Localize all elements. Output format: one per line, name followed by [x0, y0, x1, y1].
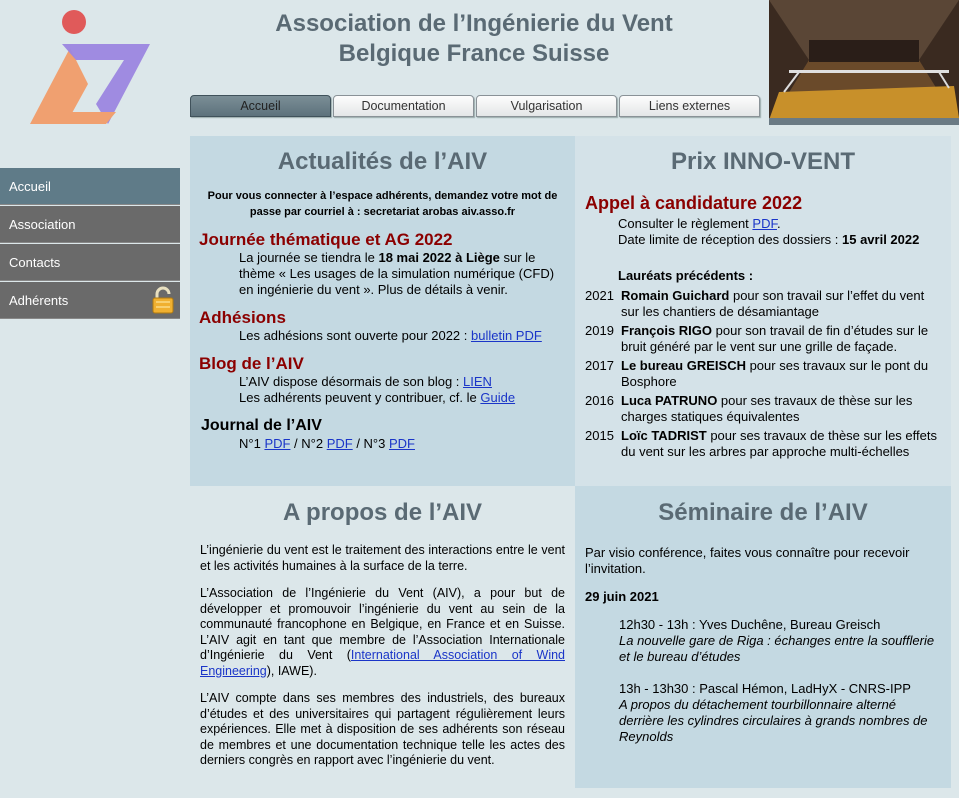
apropos-p2: L’Association de l’Ingénierie du Vent (AIV), a pour but de développer et promouvoir l’ingénierie du vent au sein de la communauté francophone en Belgique, en France et en Suisse. L’AIV agit en tant que membre de l’Association Internationale d’Ingénierie du Vent (International Association of Wind Engineering), IAWE).	[200, 586, 565, 678]
sidebar-item-accueil[interactable]	[0, 168, 180, 205]
wind-tunnel-photo	[769, 0, 959, 125]
journee-heading: Journée thématique et AG 2022	[199, 230, 453, 249]
journal-heading: Journal de l’AIV	[201, 417, 322, 434]
tab-accueil[interactable]: Accueil	[190, 95, 331, 117]
main-nav	[190, 95, 760, 117]
news-title: Actualités de l’AIV	[277, 148, 488, 175]
iawe-link[interactable]: International Association of Wind Engineering	[200, 648, 565, 678]
prix-title: Prix INNO-VENT	[670, 148, 856, 175]
guide-link[interactable]: Guide	[480, 390, 516, 405]
login-notice: Pour vous connecter à l’espace adhérents, demandez votre mot de passe par courriel à : secretariat arobas aiv.asso.fr	[207, 190, 558, 218]
tab-vulgarisation[interactable]: Vulgarisation	[476, 95, 617, 117]
tab-documentation[interactable]: Documentation	[333, 95, 474, 117]
laureat-item: 2015 Loïc TADRIST pour ses travaux de thèse sur les effets du vent sur les arbres par approche multi-échelles	[585, 428, 937, 459]
seminaire-date: 29 juin 2021	[585, 589, 659, 604]
journal-3-pdf-link[interactable]: PDF	[388, 436, 415, 451]
journal-2-pdf-link[interactable]: PDF	[326, 436, 353, 451]
sidebar-item-label: Adhérents	[9, 293, 69, 308]
blog-link[interactable]: LIEN	[463, 374, 492, 389]
padlock-icon	[152, 286, 174, 328]
sidebar-item-label: Association	[9, 217, 76, 232]
sidebar-item-label: Contacts	[9, 255, 61, 270]
seminaire-intro: Par visio conférence, faites vous connaître pour recevoir l’invitation.	[585, 545, 910, 576]
bulletin-pdf-link[interactable]: bulletin PDF	[471, 328, 542, 343]
reglement-pdf-link[interactable]: PDF	[752, 216, 777, 231]
journal-links: N°1 PDF / N°2 PDF / N°3 PDF	[239, 436, 415, 451]
news-panel	[190, 136, 575, 486]
aiv-logo	[26, 8, 154, 133]
laureat-item: 2021 Romain Guichard pour son travail sur l’effet du vent sur les chantiers de désamiantage	[585, 288, 925, 319]
laureats-heading: Lauréats précédents :	[618, 268, 754, 283]
laureat-item: 2016 Luca PATRUNO pour ses travaux de thèse sur les charges statiques équivalentes	[585, 393, 913, 424]
blog-text-2: Les adhérents peuvent y contribuer, cf. le Guide	[239, 390, 516, 405]
adhesions-text: Les adhésions sont ouverte pour 2022 : bulletin PDF	[239, 328, 542, 343]
apropos-panel	[190, 486, 575, 788]
sidebar	[0, 168, 180, 320]
sidebar-item-contacts[interactable]	[0, 244, 180, 281]
talk-item: 12h30 - 13h : Yves Duchêne, Bureau Greisch La nouvelle gare de Riga : échanges entre la soufflerie et le bureau d’études	[619, 617, 935, 664]
prix-panel	[575, 136, 951, 486]
sidebar-item-adherents[interactable]	[0, 282, 180, 319]
journal-1-pdf-link[interactable]: PDF	[264, 436, 291, 451]
appel-heading: Appel à candidature 2022	[585, 193, 803, 213]
tab-liens-externes[interactable]: Liens externes	[619, 95, 760, 117]
sidebar-item-association[interactable]	[0, 206, 180, 243]
apropos-p1: L’ingénierie du vent est le traitement des interactions entre le vent et les activités humaines à la surface de la terre.	[200, 543, 565, 573]
apropos-p3: L’AIV compte dans ses membres des industriels, des bureaux d’études et des universitaires qui partagent régulièrement leurs expériences. Elle met à disposition de ses adhérents son réseau de membres et une documentation technique telle les actes des derniers congrès en rapport avec l’ingénierie du vent.	[200, 691, 565, 767]
seminaire-title: Séminaire de l’AIV	[658, 499, 868, 526]
deadline-text: Date limite de réception des dossiers : 15 avril 2022	[618, 232, 920, 247]
seminaire-panel	[575, 486, 951, 788]
apropos-title: A propos de l’AIV	[282, 499, 483, 526]
blog-text-1: L’AIV dispose désormais de son blog : LIEN	[239, 374, 492, 389]
sidebar-item-label: Accueil	[9, 179, 51, 194]
laureat-item: 2019 François RIGO pour son travail de fin d’études sur le bruit généré par le vent sur une grille de façade.	[585, 323, 929, 354]
adhesions-heading: Adhésions	[199, 308, 286, 327]
laureat-item: 2017 Le bureau GREISCH pour ses travaux sur le pont du Bosphore	[585, 358, 929, 389]
reglement-text: Consulter le règlement PDF.	[618, 216, 781, 231]
site-title: Association de l’Ingénierie du Vent Belgique France Suisse	[275, 10, 673, 67]
talk-item: 13h - 13h30 : Pascal Hémon, LadHyX - CNRS-IPP A propos du détachement tourbillonnaire alterné derrière les cylindres circulaires à grands nombres de Reynolds	[619, 681, 928, 744]
blog-heading: Blog de l’AIV	[199, 354, 304, 373]
journee-text: La journée se tiendra le 18 mai 2022 à Liège sur le thème « Les usages de la simulation numérique (CFD) en ingénierie du vent ». Plus de détails à venir.	[239, 250, 555, 297]
